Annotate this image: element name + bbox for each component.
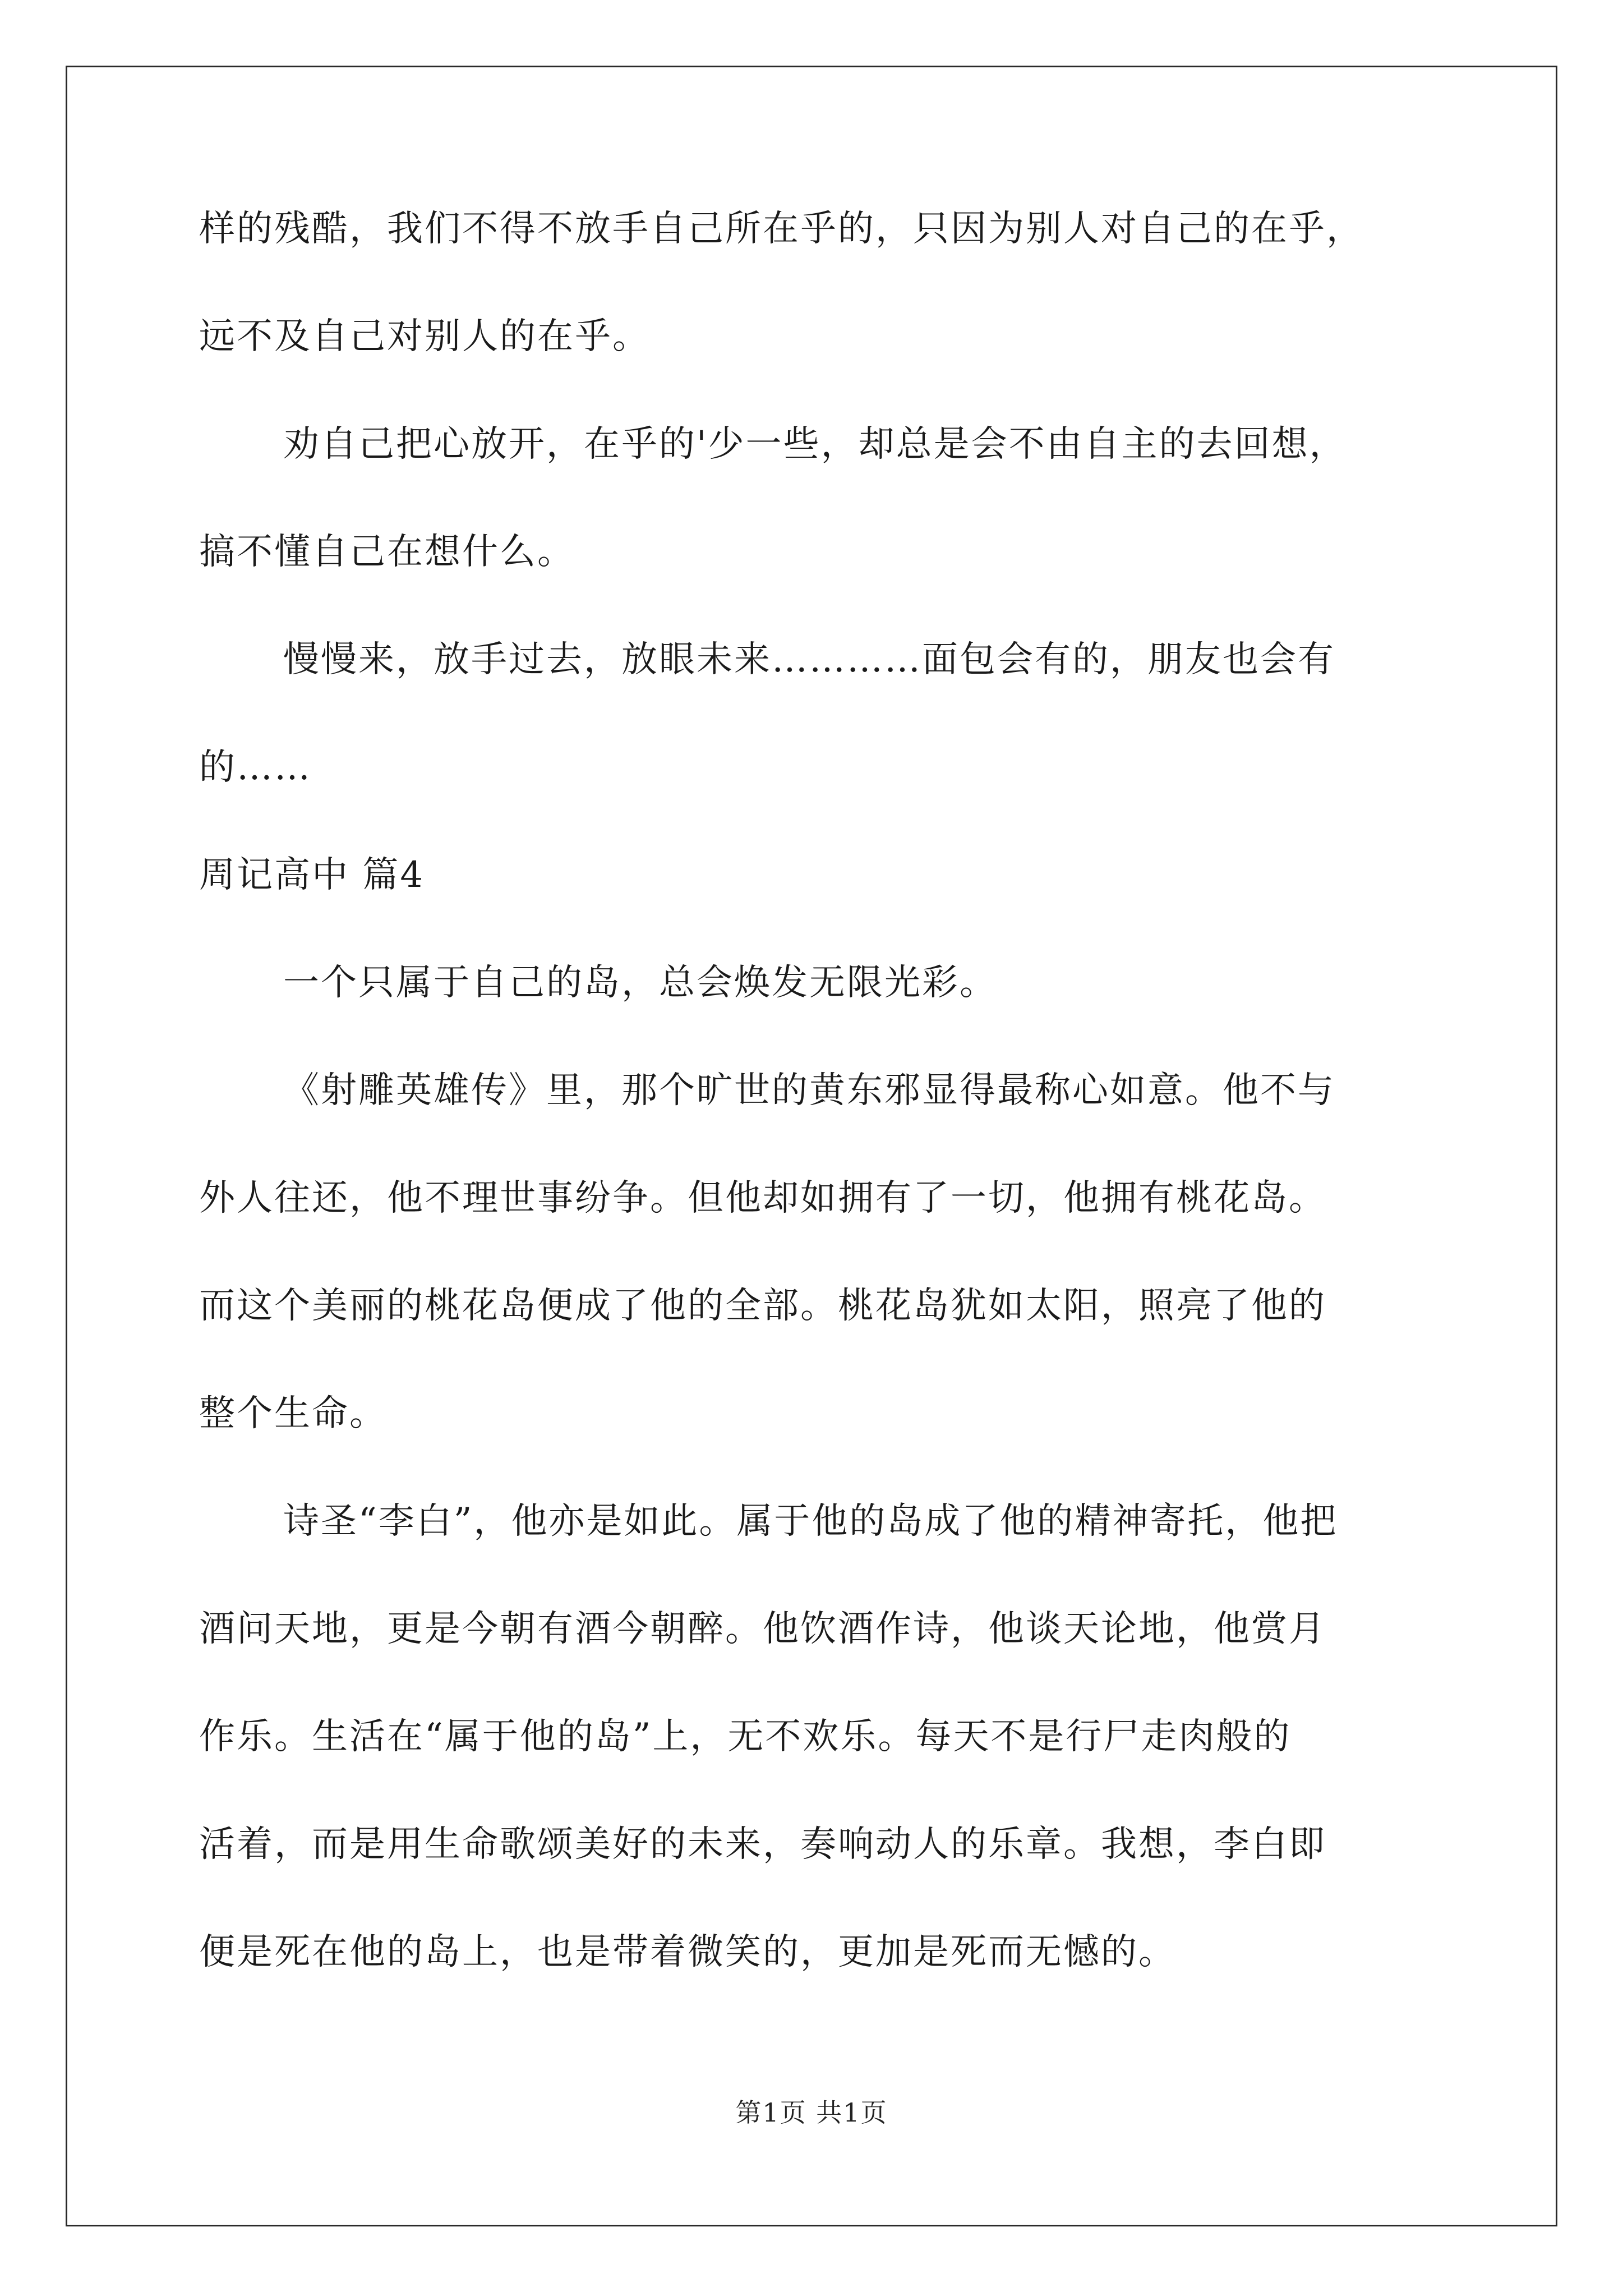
text-line: 远不及自己对别人的在乎。 <box>199 316 650 357</box>
text-line: 活着，而是用生命歌颂美好的未来，奏响动人的乐章。我想，李白即 <box>199 1824 1326 1865</box>
document-body <box>199 202 1427 1979</box>
text-line: 样的残酷，我们不得不放手自己所在乎的，只因为别人对自己的在乎， <box>199 208 1364 250</box>
text-line: 酒问天地，更是今朝有酒今朝醉。他饮酒作诗，他谈天论地，他赏月 <box>199 1608 1326 1650</box>
text-line: 诗圣“李白”，他亦是如此。属于他的岛成了他的精神寄托，他把 <box>283 1501 1338 1542</box>
page-number: 第1页 共1页 <box>735 2097 888 2128</box>
text-line: 《射雕英雄传》里，那个旷世的黄东邪显得最称心如意。他不与 <box>283 1070 1335 1111</box>
text-line: 一个只属于自己的岛，总会焕发无限光彩。 <box>283 962 997 1004</box>
text-line: 劝自己把心放开，在乎的'少一些，却总是会不由自主的去回想， <box>283 424 1347 465</box>
text-line: 整个生命。 <box>199 1393 387 1434</box>
text-line: 外人往还，他不理世事纷争。但他却如拥有了一切，他拥有桃花岛。 <box>199 1177 1326 1219</box>
text-line: 而这个美丽的桃花岛便成了他的全部。桃花岛犹如太阳，照亮了他的 <box>199 1285 1326 1327</box>
text-line: 的…… <box>199 747 312 788</box>
text-line: 搞不懂自己在想什么。 <box>199 531 575 573</box>
text-line: 慢慢来，放手过去，放眼未来…………面包会有的，朋友也会有 <box>283 639 1335 680</box>
section-heading: 周记高中 篇4 <box>199 854 425 896</box>
text-line: 便是死在他的岛上，也是带着微笑的，更加是死而无憾的。 <box>199 1931 1176 1973</box>
text-line: 作乐。生活在“属于他的岛”上，无不欢乐。每天不是行尸走肉般的 <box>199 1716 1292 1757</box>
